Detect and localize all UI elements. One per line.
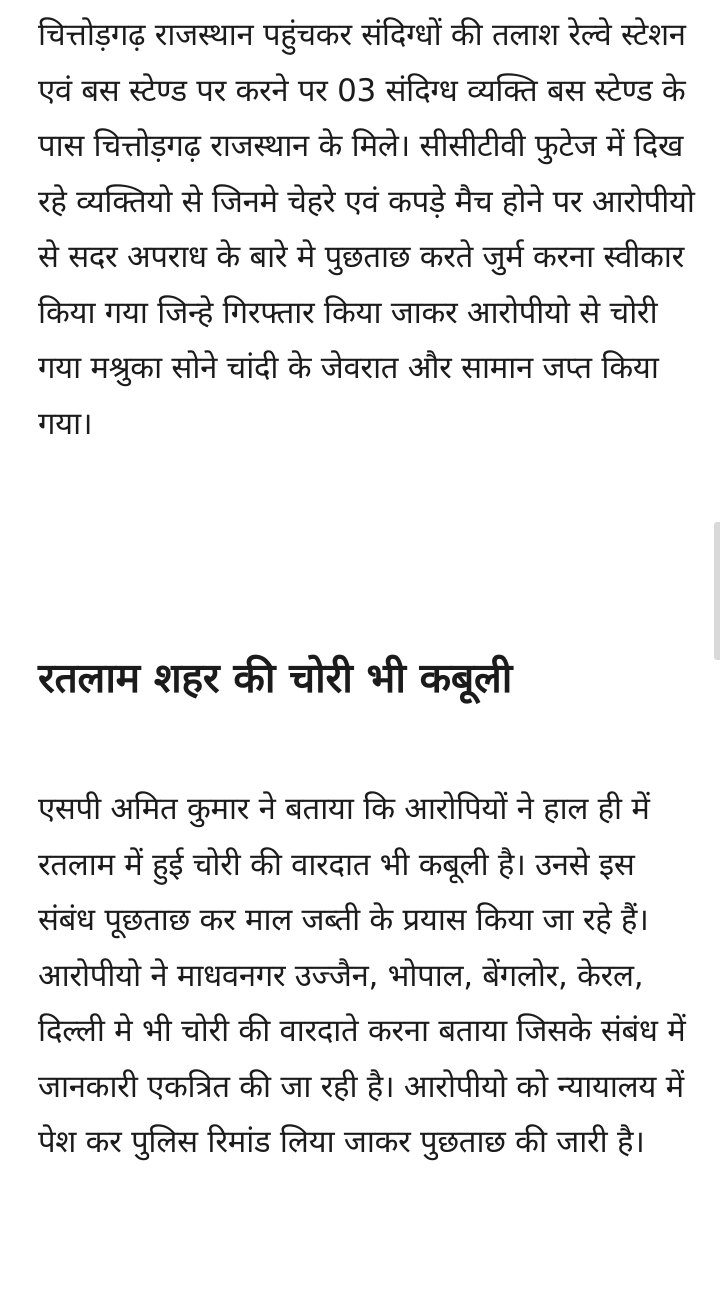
- article-body: [38, 8, 698, 1160]
- section-heading: रतलाम शहर की चोरी भी कबूली: [38, 654, 513, 702]
- article-paragraph-2: एसपी अमित कुमार ने बताया कि आरोपियों ने हाल ही में रतलाम में हुई चोरी की वारदात भी कबूली है। उनसे इस संबंध पूछताछ कर माल जब्ती के प्रयास किया जा रहे हैं।आरोपीयो ने माधवनगर उज्जैन, भोपाल, बेंगलोर, केरल, दिल्ली मे भी चोरी की वारदाते करना बताया जिसके संबंध में जानकारी एकत्रित की जा रही है। आरोपीयो को न्यायालय में पेश कर पुलिस रिमांड लिया जाकर पुछताछ की जारी है।: [38, 791, 686, 1160]
- article-paragraph-1: चित्तोड़गढ़ राजस्थान पहुंचकर संदिग्धों की तलाश रेल्वे स्टेशन एवं बस स्टेण्ड पर करने पर 03 संदिग्ध व्यक्ति बस स्टेण्ड के पास चित्तोड़गढ़ राजस्थान के मिले। सीसीटीवी फुटेज में दिख रहे व्यक्तियो से जिनमे चेहरे एवं कपड़े मैच होने पर आरोपीयो से सदर अपराध के बारे मे पुछताछ करते जुर्म करना स्वीकार किया गया जिन्हे गिरफ्तार किया जाकर आरोपीयो से चोरी गया मश्रुका सोने चांदी के जेवरात और सामान जप्त किया गया।: [38, 17, 695, 442]
- scrollbar-thumb[interactable]: [714, 522, 720, 660]
